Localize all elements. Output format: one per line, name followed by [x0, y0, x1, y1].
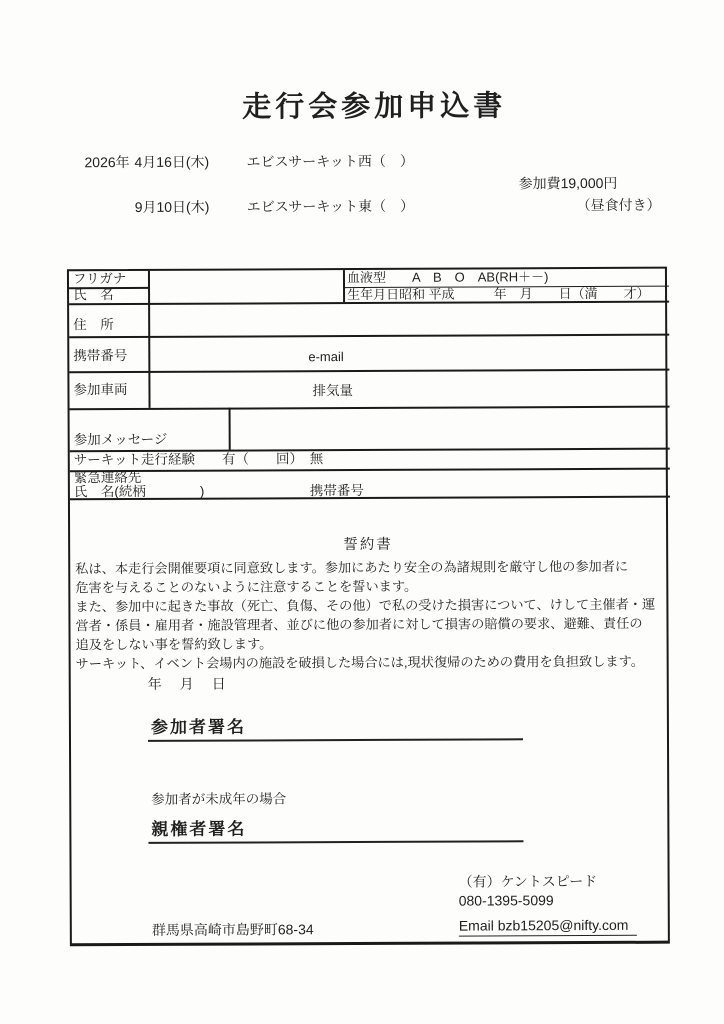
table-line [69, 369, 669, 373]
birthdate-label: 生年月日昭和 平成 年 月 日（満 才） [347, 285, 650, 303]
address-label: 住 所 [73, 317, 114, 333]
event-venue-2: エビスサーキット東（ ） [246, 197, 415, 215]
pledge-title: 誓約書 [343, 536, 393, 554]
minor-note: 参加者が未成年の場合 [151, 791, 287, 807]
event-date-2: 9月10日(木) [134, 198, 210, 215]
pledge-line: 私は、本走行会開催要項に同意致します。参加にあたり安全の為諸規則を厳守し他の参加者に [75, 558, 629, 577]
mobile-label: 携帯番号 [73, 348, 128, 364]
page-title: 走行会参加申込書 [242, 90, 507, 124]
event-fee-note: （昼食付き） [576, 196, 661, 214]
signature-date-line: 年 月 日 [147, 675, 228, 692]
pledge-line: 営者・係員・雇用者・施設管理者、並びに他の参加者に対して損害の賠償の要求、避難、責任の [75, 615, 643, 634]
participant-signature-line [148, 712, 523, 742]
blood-type-label: 血液型 A B O AB(RH＋－) [346, 269, 549, 286]
organizer-email: Email bzb15205@nifty.com [459, 918, 637, 937]
displacement-label: 排気量 [312, 383, 354, 399]
emergency-label: 緊急連絡先 [73, 469, 142, 486]
address-entry-cell [149, 302, 669, 336]
vehicle-label: 参加車両 [73, 382, 128, 398]
name-label: 氏 名 [73, 287, 114, 303]
message-entry-cell [231, 407, 670, 449]
organizer-company: （有）ケントスピード [458, 872, 598, 890]
event-date-1: 4月16日(木) [134, 153, 210, 170]
event-year: 2026年 [84, 154, 130, 171]
event-fee: 参加費19,000円 [518, 174, 618, 192]
participant-signature-label: 参加者署名 [150, 717, 246, 737]
message-label: 参加メッセージ [73, 431, 168, 448]
organizer-phone: 080-1395-5099 [458, 892, 554, 909]
table-line [70, 468, 670, 472]
pledge-line: サーキット、イベント会場内の施設を破損した場合には,現状復帰のための費用を負担致します。 [75, 653, 644, 672]
pledge-line: 追及をしない事を誓約致します。 [75, 636, 273, 653]
pledge-line: また、参加中に起きた事故（死亡、負傷、その他）で私の受けた損害について、けして主催者・運 [75, 596, 656, 615]
furigana-label: フリガナ [72, 271, 127, 287]
table-line [343, 270, 345, 302]
emergency-phone-label: 携帯番号 [309, 482, 364, 498]
pledge-line: 危害を与えることのないように注意することを誓います。 [75, 578, 418, 596]
applicant-form-table [67, 267, 670, 947]
guardian-signature-line [148, 814, 523, 844]
name-entry-cell [149, 270, 343, 303]
event-venue-1: エビスサーキット西（ ） [246, 152, 414, 170]
emergency-name-label: 氏 名(続柄 ) [73, 483, 205, 499]
experience-label: サーキット走行経験 有（ 回） 無 [73, 451, 324, 468]
email-label: e-mail [308, 349, 344, 365]
organizer-address: 群馬県高崎市島野町68-34 [151, 921, 314, 938]
guardian-signature-label: 親権者署名 [151, 819, 247, 839]
